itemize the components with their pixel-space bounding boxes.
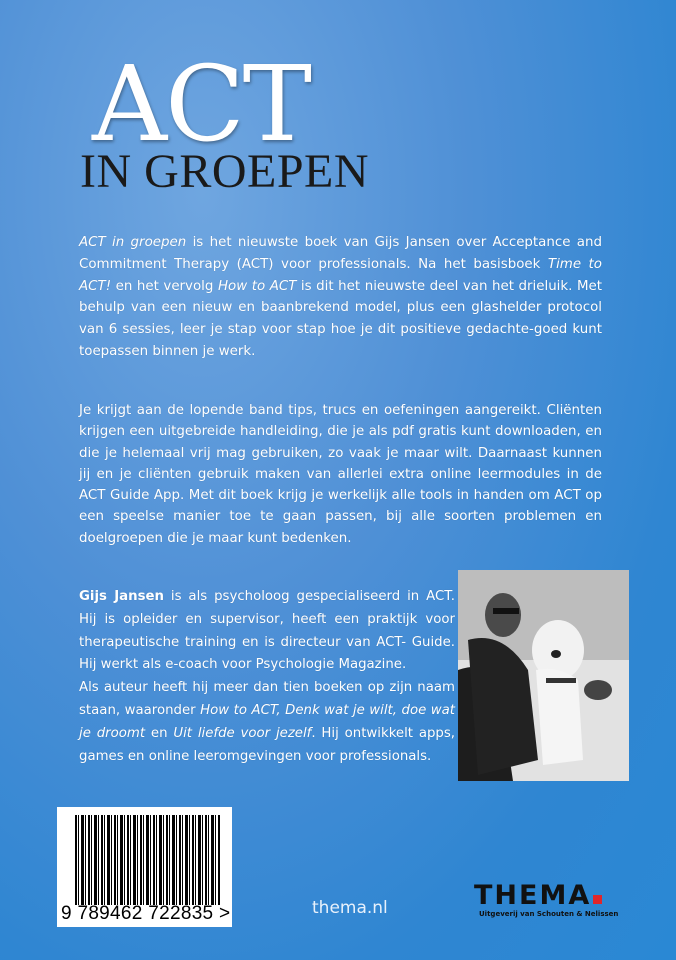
text-segment: ACT in groepen <box>79 235 187 250</box>
text-segment: Gijs Jansen <box>79 589 165 604</box>
text-segment: Als auteur heeft hij meer dan tien boeken op zijn naam staan, waaronder <box>79 680 455 718</box>
barcode-bars <box>75 815 220 905</box>
text-segment: en het vervolg <box>111 278 218 294</box>
book-subtitle: IN GROEPEN <box>80 145 369 198</box>
isbn-number: 9 789462 722835 > <box>61 903 231 924</box>
intro-paragraph <box>79 232 602 363</box>
website-link[interactable]: thema.nl <box>312 898 388 918</box>
publisher-subtitle: Uitgeverij van Schouten & Nelissen <box>479 910 619 918</box>
publisher-logo <box>474 882 618 918</box>
book-title: ACT <box>92 43 311 165</box>
publisher-name: THEMA <box>474 880 592 911</box>
text-segment: . Hij ontwikkelt apps, games en online leeromgevingen voor professionals. <box>79 725 456 764</box>
details-paragraph: Je krijgt aan de lopende band tips, trucs en oefeningen aangereikt. Cliënten krijgen een uitgebreide handleiding, die je als pdf gratis kunt downloaden, en die je helemaal vrij mag gebruiken, zo vaak je maar wilt. Daarnaast kunnen jij en je cliënten gebruik maken van allerlei extra online leermodules in de ACT Guide App. Met dit boek krijg je werkelijk alle tools in handen om ACT op een speelse manier toe te gaan passen, bij alle soorten problemen en doelgroepen die je maar kunt bedenken. <box>79 403 602 546</box>
text-segment: How to ACT <box>217 278 297 294</box>
text-segment: How to ACT, Denk wat je wilt, doe wat je droomt <box>79 702 456 741</box>
author-bio <box>79 586 455 768</box>
isbn-barcode <box>57 807 232 927</box>
text-segment: en <box>145 725 174 741</box>
logo-dot-icon <box>593 895 602 904</box>
author-photo <box>458 570 629 781</box>
text-segment: Uit liefde voor jezelf <box>173 725 312 741</box>
text-segment: is als psycholoog gespecialiseerd in ACT. Hij is opleider en supervisor, heeft een praktijk voor therapeutische training en is directeur van ACT- Guide. Hij werkt als e-coach voor Psychologie Magazine. <box>79 589 456 673</box>
text-segment: is dit het nieuwste deel van het drieluik. Met behulp van een nieuw en baanbrekend model, plus een glashelder protocol van 6 sessies, leer je stap voor stap hoe je dit positieve gedachte-goed kunt toepassen binnen je werk. <box>79 278 603 359</box>
text-segment: Time to ACT! <box>79 256 602 294</box>
text-segment: is het nieuwste boek van Gijs Jansen over Acceptance and Commitment Therapy (ACT) voor professionals. Na het basisboek <box>79 235 602 272</box>
